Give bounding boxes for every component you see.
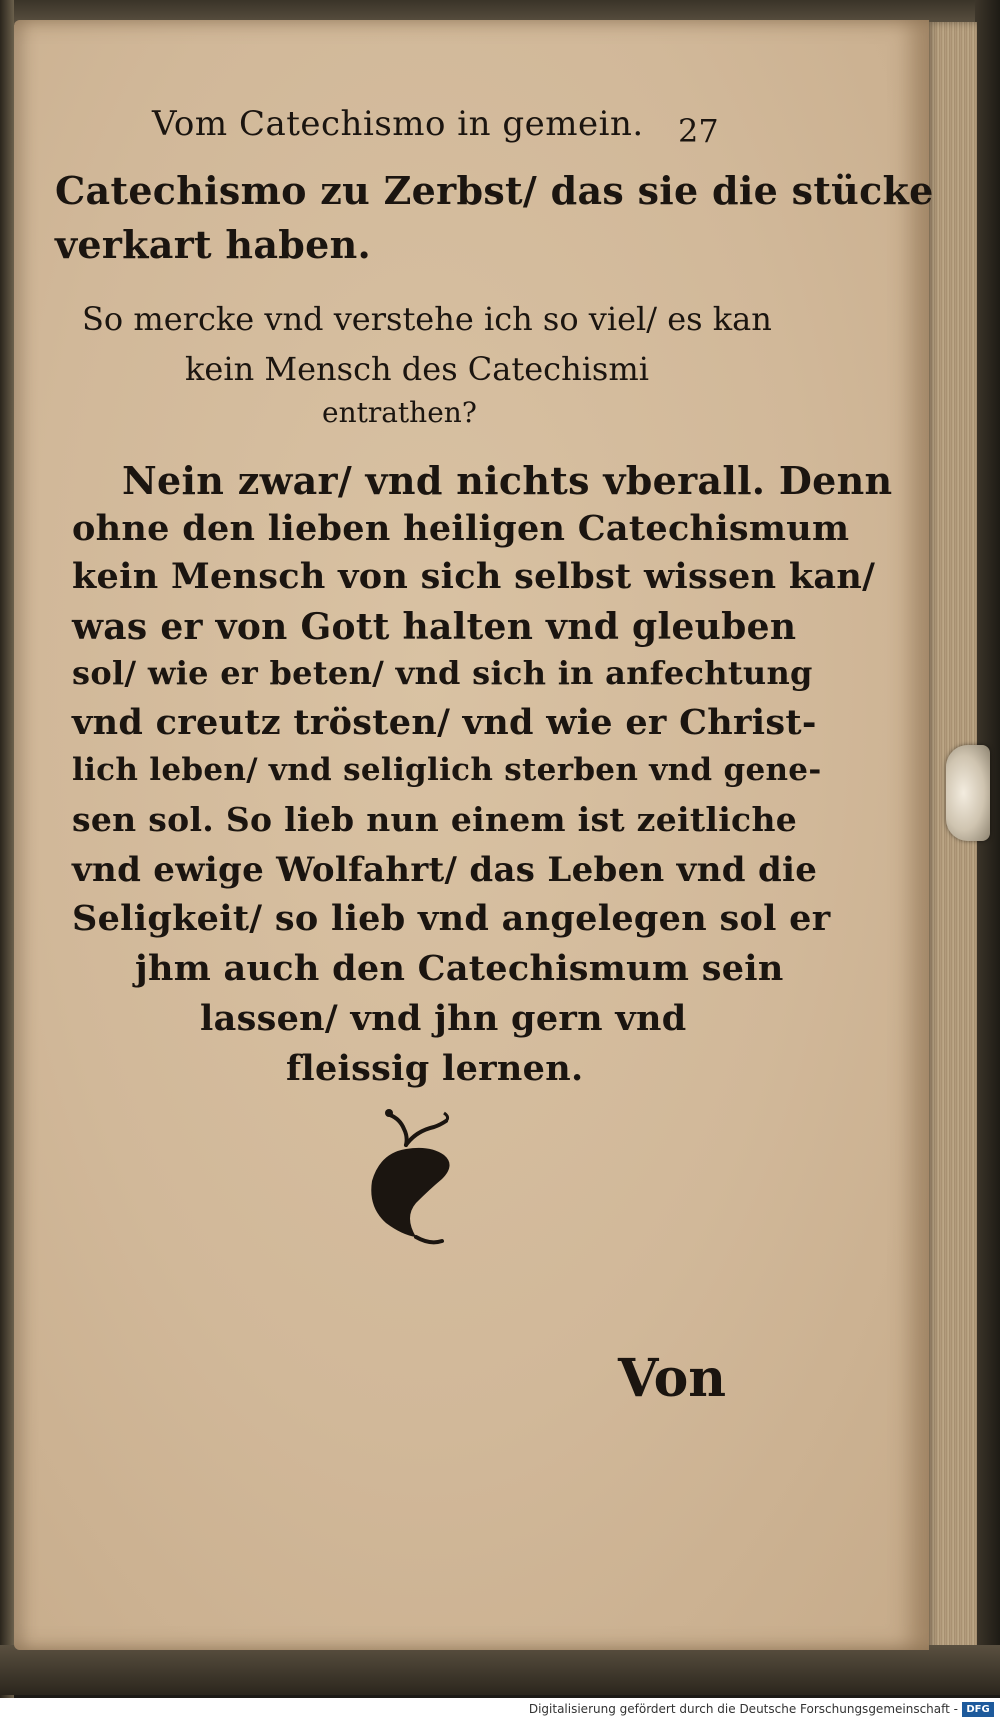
answer-line: jhm auch den Catechismum sein <box>135 948 784 989</box>
answer-line: fleissig lernen. <box>286 1048 584 1089</box>
footer-credit: Digitalisierung gefördert durch die Deutsche Forschungsgemeinschaft - <box>528 1702 958 1716</box>
answer-line: vnd ewige Wolfahrt/ das Leben vnd die <box>72 850 818 890</box>
page-edges <box>925 22 977 1672</box>
question-line: kein Mensch des Catechismi <box>185 350 649 388</box>
answer-line: Seligkeit/ so lieb vnd angelegen sol er <box>72 898 831 939</box>
answer-line: lich leben/ vnd seliglich sterben vnd gene- <box>72 752 822 788</box>
answer-line: kein Mensch von sich selbst wissen kan/ <box>72 556 876 597</box>
answer-line: sol/ wie er beten/ vnd sich in anfechtung <box>72 654 813 692</box>
answer-line: vnd creutz trösten/ vnd wie er Christ- <box>72 702 817 743</box>
fleuron-leaf-icon <box>360 1105 470 1255</box>
footer-bar <box>0 1698 1000 1723</box>
book-cover-left <box>0 0 14 1723</box>
page-number: 27 <box>678 112 719 150</box>
dfg-logo: DFG <box>962 1702 994 1717</box>
body-line: Catechismo zu Zerbst/ das sie die stücke <box>55 168 934 213</box>
book-cover-right <box>975 0 1000 1695</box>
answer-line: sen sol. So lieb nun einem ist zeitliche <box>72 800 798 839</box>
answer-line: was er von Gott halten vnd gleuben <box>72 606 797 648</box>
running-head: Vom Catechismo in gemein. <box>152 104 644 144</box>
catchword: Von <box>618 1348 727 1409</box>
question-line: entrathen? <box>322 396 477 429</box>
question-line: So mercke vnd verstehe ich so viel/ es kan <box>82 300 772 338</box>
answer-line: Nein zwar/ vnd nichts vberall. Denn <box>122 458 893 503</box>
answer-line: lassen/ vnd jhn gern vnd <box>200 998 687 1039</box>
answer-line: ohne den lieben heiligen Catechismum <box>72 508 850 549</box>
book-cover-bottom <box>0 1645 1000 1695</box>
body-line: verkart haben. <box>55 222 372 267</box>
clasp <box>946 745 990 841</box>
